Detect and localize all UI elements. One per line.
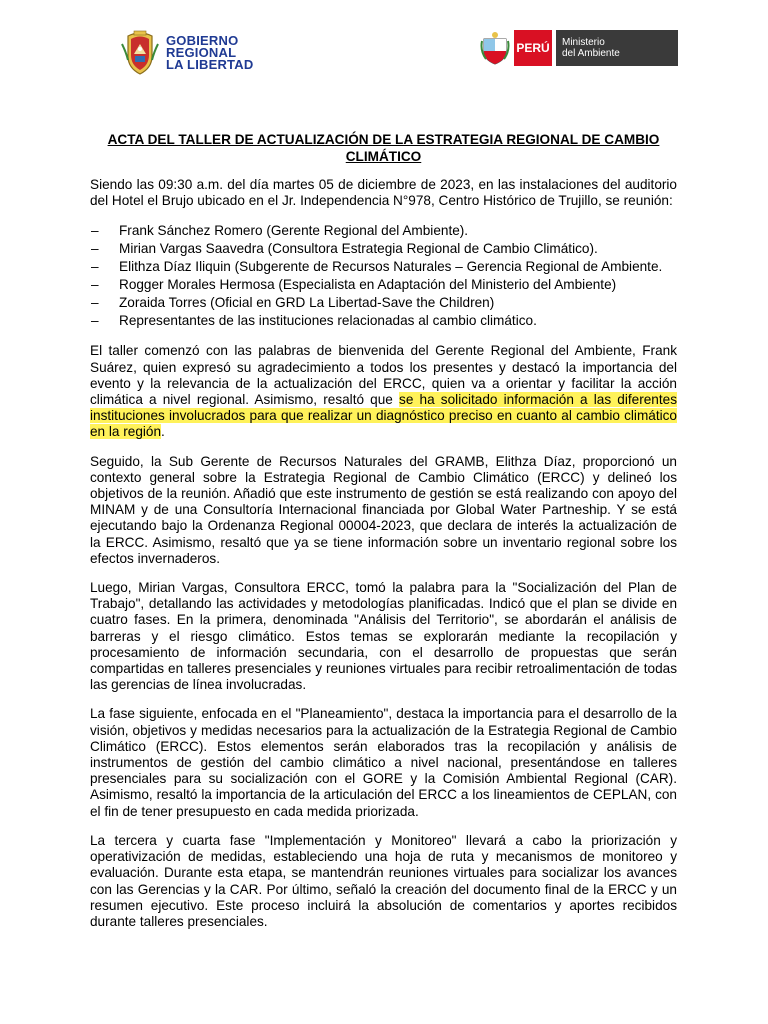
work-plan-paragraph: Luego, Mirian Vargas, Consultora ERCC, tomó la palabra para la "Socialización del Plan de Trabajo", detallando las actividades y metodologías planificadas. Indicó que el plan se divide en cuatro fases. En la primera, denominada "Análisis del Territorio", se abordarán el análisis de barreras y el riesgo climático. Estos temas se explorarán mediante la recopilación y procesamiento de información secundaria, con el desarrollo de propuestas que serán compartidas en talleres presenciales y reuniones virtuales para recibir retroalimentación de todas las gerencias de línea involucradas.	[90, 580, 677, 693]
ministerio-label	[556, 30, 678, 66]
logo-line-3: LA LIBERTAD	[166, 57, 254, 72]
ministerio-ambiente-logo	[480, 30, 678, 66]
regional-crest-icon	[120, 30, 160, 76]
welcome-end: .	[161, 424, 165, 440]
logo-line-1: GOBIERNO	[166, 33, 239, 48]
list-item: – Zoraida Torres (Oficial en GRD La Libertad-Save the Children)	[90, 294, 677, 312]
ministerio-line-1: Ministerio	[562, 37, 605, 48]
gobierno-regional-wordmark	[166, 35, 253, 71]
list-item: – Mirian Vargas Saavedra (Consultora Estrategia Regional de Cambio Climático).	[90, 240, 677, 258]
list-item: – Rogger Morales Hermosa (Especialista en Adaptación del Ministerio del Ambiente)	[90, 276, 677, 294]
planning-paragraph: La fase siguiente, enfocada en el "Planeamiento", destaca la importancia para el desarrollo de la visión, objetivos y medidas necesarios para la actualización de la Estrategia Regional de Cambio Climático (ERCC). Estos elementos serán elaborados tras la recopilación y análisis de instrumentos de gestión del cambio climático a nivel nacional, presentándose en talleres presenciales para su socialización con el GORE y la Comisión Ambiental Regional (CAR). Asimismo, resaltó la importancia de la articulación del ERCC a los lineamientos de CEPLAN, con el fin de tener presupuesto en cada medida priorizada.	[90, 706, 677, 819]
list-item: – Elithza Díaz Iliquin (Subgerente de Recursos Naturales – Gerencia Regional de Ambiente.	[90, 258, 677, 276]
ministerio-line-2: del Ambiente	[562, 48, 620, 59]
gobierno-regional-logo	[120, 30, 253, 76]
logo-line-2: REGIONAL	[166, 45, 237, 60]
list-item: – Frank Sánchez Romero (Gerente Regional del Ambiente).	[90, 222, 677, 240]
peru-label: PERÚ	[514, 30, 552, 66]
document-title: ACTA DEL TALLER DE ACTUALIZACIÓN DE LA ESTRATEGIA REGIONAL DE CAMBIO CLIMÁTICO	[107, 132, 660, 164]
welcome-text: El taller comenzó con las palabras de bienvenida del Gerente Regional del Ambiente, Frank Suárez, quien expresó su agradecimiento a todos los presentes y destacó la importancia del evento y la relevancia de la actualización del ERCC, quien va a orientar y facilitar la acción climática a nivel regional. Asimismo, resaltó que	[90, 343, 677, 408]
highlighted-text: se ha solicitado información a las diferentes instituciones involucrados para que realizar un diagnóstico preciso en cuanto al cambio climático en la región	[90, 392, 677, 440]
list-item: – Representantes de las instituciones relacionadas al cambio climático.	[90, 312, 677, 330]
document-body	[90, 132, 677, 943]
attendee-list	[90, 222, 677, 330]
peru-coat-of-arms-icon	[480, 31, 510, 65]
implementation-paragraph: La tercera y cuarta fase "Implementación y Monitoreo" llevará a cabo la priorización y operativización de medidas, estableciendo una hoja de ruta y mecanismos de monitoreo y evaluación. Durante esta etapa, se mantendrán reuniones virtuales para socializar los avances con las Gerencias y la CAR. Por último, señaló la creación del documento final de la ERCC y un resumen ejecutivo. Este proceso incluirá la absolución de comentarios y aportes recibidos durante talleres presenciales.	[90, 832, 677, 929]
welcome-paragraph	[90, 343, 677, 440]
context-paragraph: Seguido, la Sub Gerente de Recursos Naturales del GRAMB, Elithza Díaz, proporcionó un contexto general sobre la Estrategia Regional de Cambio Climático (ERCC) y delineó los objetivos de la reunión. Añadió que este instrumento de gestión se está realizando con apoyo del MINAM y de una Consultoría Internacional financiada por Global Water Partneship. Y se está ejecutando bajo la Ordenanza Regional 00004-2023, que declara de interés la actualización de la ERCC. Asimismo, resaltó que ya se tiene información sobre un inventario regional sobre los efectos invernaderos.	[90, 453, 677, 566]
intro-paragraph: Siendo las 09:30 a.m. del día martes 05 de diciembre de 2023, en las instalaciones del auditorio del Hotel el Brujo ubicado en el Jr. Independencia N°978, Centro Histórico de Trujillo, se reunión:	[90, 177, 677, 209]
